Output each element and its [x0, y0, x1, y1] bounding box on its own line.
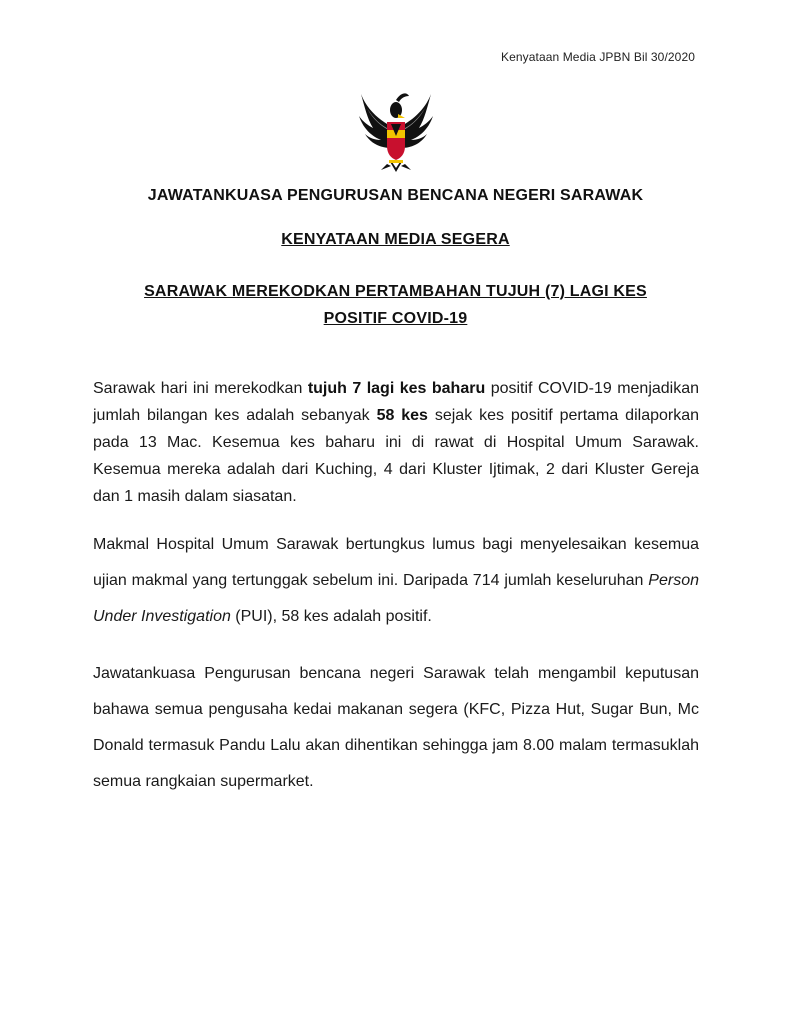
pui-term: Person Under Investigation — [93, 572, 699, 625]
paragraph-laboratory — [93, 527, 699, 635]
organization-heading: JAWATANKUASA PENGURUSAN BENCANA NEGERI SARAWAK — [147, 187, 644, 204]
paragraph-laboratory-text-1: Makmal Hospital Umum Sarawak bertungkus lumus bagi menyelesaikan kesemua ujian makmal yang tertunggak sebelum ini. Daripada 714 jumlah keseluruhan — [93, 536, 699, 589]
statement-type-heading: KENYATAAN MEDIA SEGERA — [281, 231, 510, 248]
paragraph-cases-text-3: sejak kes positif pertama dilaporkan pada 13 Mac. Kesemua kes baharu ini di rawat di Hospital Umum Sarawak. Kesemua mereka adalah dari Kuching, 4 dari Kluster Ijtimak, 2 dari Kluster Gereja dan 1 masih dalam siasatan. — [93, 407, 700, 505]
new-cases-count: tujuh 7 lagi kes baharu — [307, 380, 486, 397]
reference-number: Kenyataan Media JPBN Bil 30/2020 — [501, 50, 695, 64]
sarawak-crest-icon — [351, 88, 441, 178]
title-line-2: POSITIF COVID-19 — [323, 310, 468, 327]
paragraph-restrictions: Jawatankuasa Pengurusan bencana negeri Sarawak telah mengambil keputusan bahawa semua pengusaha kedai makanan segera (KFC, Pizza Hut, Sugar Bun, Mc Donald termasuk Pandu Lalu akan dihentikan sehingga jam 8.00 malam termasuklah semua rangkaian supermarket. — [93, 665, 699, 790]
statement-title — [0, 278, 791, 332]
paragraph-cases-text-2: positif COVID-19 menjadikan jumlah bilangan kes adalah sebanyak — [93, 380, 700, 424]
paragraph-cases — [93, 375, 699, 510]
paragraph-laboratory-text-2: (PUI), 58 kes adalah positif. — [230, 608, 432, 625]
title-line-1: SARAWAK MEREKODKAN PERTAMBAHAN TUJUH (7) LAGI KES — [144, 283, 647, 300]
paragraph-cases-text-1: Sarawak hari ini merekodkan — [93, 380, 308, 397]
total-cases-count: 58 kes — [376, 407, 428, 424]
